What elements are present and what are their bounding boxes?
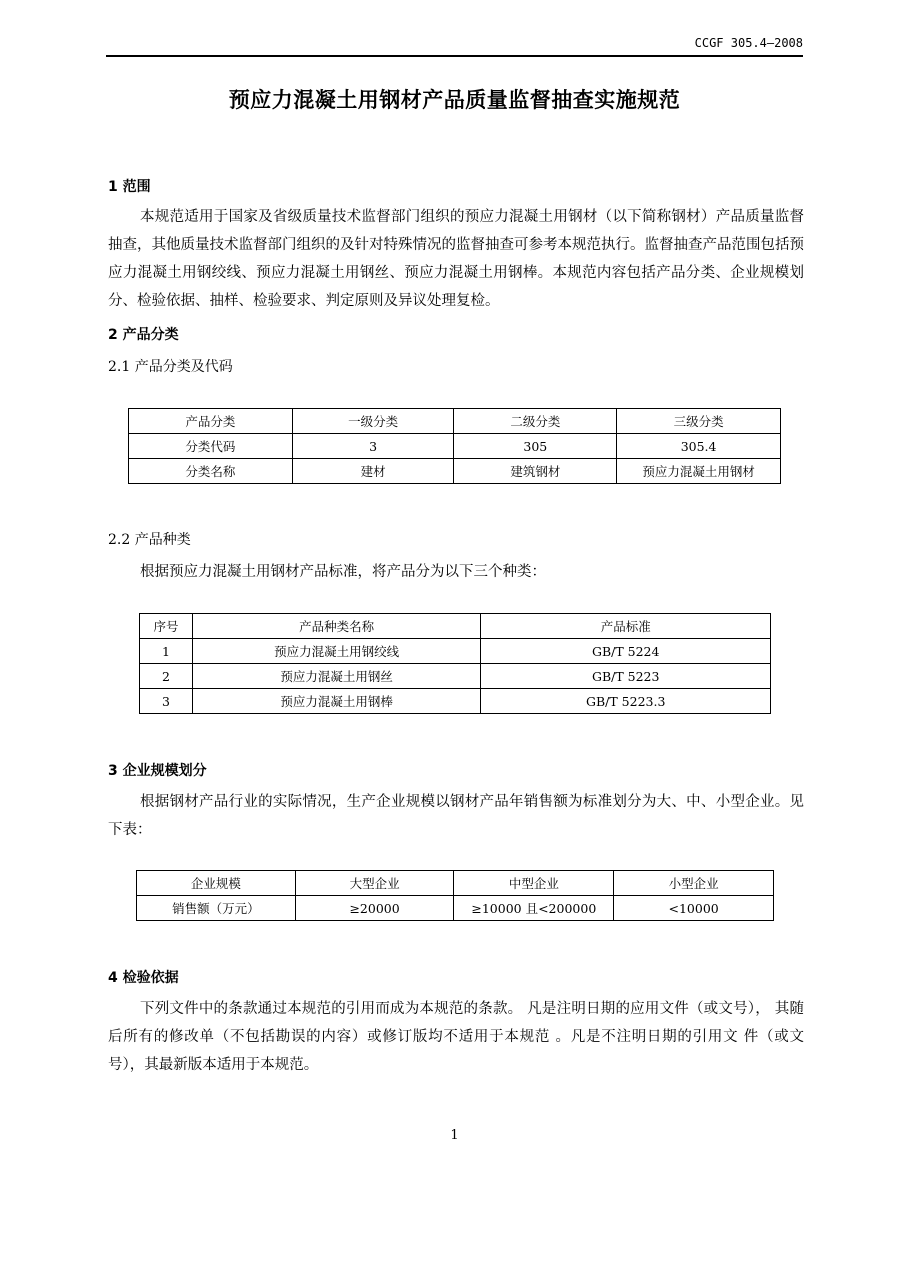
section-3-heading: 3 企业规模划分: [108, 763, 207, 779]
classification-table: [128, 408, 781, 484]
table-cell: 二级分类: [454, 409, 617, 434]
table-cell: 建材: [292, 459, 454, 484]
table-cell: 中型企业: [454, 871, 614, 896]
table-cell: 2: [140, 664, 193, 689]
section-2-2-paragraph: 根据预应力混凝土用钢材产品标准，将产品分为以下三个种类：: [140, 564, 546, 580]
table-cell: 预应力混凝土用钢棒: [192, 689, 481, 714]
table-row: [140, 664, 771, 689]
section-4-paragraph: 下列文件中的条款通过本规范的引用而成为本规范的条款。 凡是注明日期的应用文件（或文号）， 其随后所有的修改单（不包括勘误的内容）或修订版均不适用于本规范 。凡是不注明日期的引用文 件（或文号），其最新版本适用于本规范。: [108, 1001, 804, 1073]
table-cell: GB/T 5223: [481, 664, 771, 689]
table-cell: 产品种类名称: [192, 614, 481, 639]
page-number: 1: [450, 1128, 459, 1143]
table-cell: 一级分类: [292, 409, 454, 434]
table-cell: GB/T 5223.3: [481, 689, 771, 714]
product-types-table: [139, 613, 771, 714]
table-row: [129, 459, 781, 484]
table-row: [129, 409, 781, 434]
table-cell: 预应力混凝土用钢绞线: [192, 639, 481, 664]
section-3-paragraph: 根据钢材产品行业的实际情况，生产企业规模以钢材产品年销售额为标准划分为大、中、小型企业。见下表：: [108, 794, 804, 838]
table-cell: 销售额（万元）: [137, 896, 296, 921]
page-title: 预应力混凝土用钢材产品质量监督抽查实施规范: [228, 88, 681, 112]
table-row: [140, 639, 771, 664]
table-cell: 305: [454, 434, 617, 459]
table-cell: 预应力混凝土用钢材: [617, 459, 781, 484]
table-row: [140, 614, 771, 639]
section-2-1-heading: 2.1 产品分类及代码: [108, 359, 233, 375]
table-row: [137, 871, 774, 896]
table-cell: 预应力混凝土用钢丝: [192, 664, 481, 689]
table-cell: <10000: [614, 896, 774, 921]
table-cell: 建筑钢材: [454, 459, 617, 484]
table-cell: 分类代码: [129, 434, 293, 459]
table-cell: 序号: [140, 614, 193, 639]
table-row: [129, 434, 781, 459]
table-cell: 3: [292, 434, 454, 459]
enterprise-scale-table: [136, 870, 774, 921]
table-cell: 分类名称: [129, 459, 293, 484]
table-cell: 三级分类: [617, 409, 781, 434]
header-rule: [106, 55, 803, 57]
table-row: [140, 689, 771, 714]
table-row: [137, 896, 774, 921]
table-cell: 企业规模: [137, 871, 296, 896]
section-1-heading: 1 范围: [108, 179, 151, 195]
table-cell: GB/T 5224: [481, 639, 771, 664]
table-cell: ≥20000: [295, 896, 454, 921]
section-4-heading: 4 检验依据: [108, 970, 179, 986]
table-cell: 产品分类: [129, 409, 293, 434]
section-1-paragraph: 本规范适用于国家及省级质量技术监督部门组织的预应力混凝土用钢材（以下简称钢材）产品质量监督抽查，其他质量技术监督部门组织的及针对特殊情况的监督抽查可参考本规范执行。监督抽查产品范围包括预应力混凝土用钢绞线、预应力混凝土用钢丝、预应力混凝土用钢棒。本规范内容包括产品分类、企业规模划分、检验依据、抽样、检验要求、判定原则及异议处理复检。: [108, 209, 804, 309]
section-2-2-heading: 2.2 产品种类: [108, 532, 191, 548]
table-cell: 大型企业: [295, 871, 454, 896]
table-cell: ≥10000 且<200000: [454, 896, 614, 921]
document-code: CCGF 305.4—2008: [694, 36, 803, 50]
table-cell: 3: [140, 689, 193, 714]
table-cell: 产品标准: [481, 614, 771, 639]
section-2-heading: 2 产品分类: [108, 327, 179, 343]
table-cell: 1: [140, 639, 193, 664]
table-cell: 305.4: [617, 434, 781, 459]
table-cell: 小型企业: [614, 871, 774, 896]
